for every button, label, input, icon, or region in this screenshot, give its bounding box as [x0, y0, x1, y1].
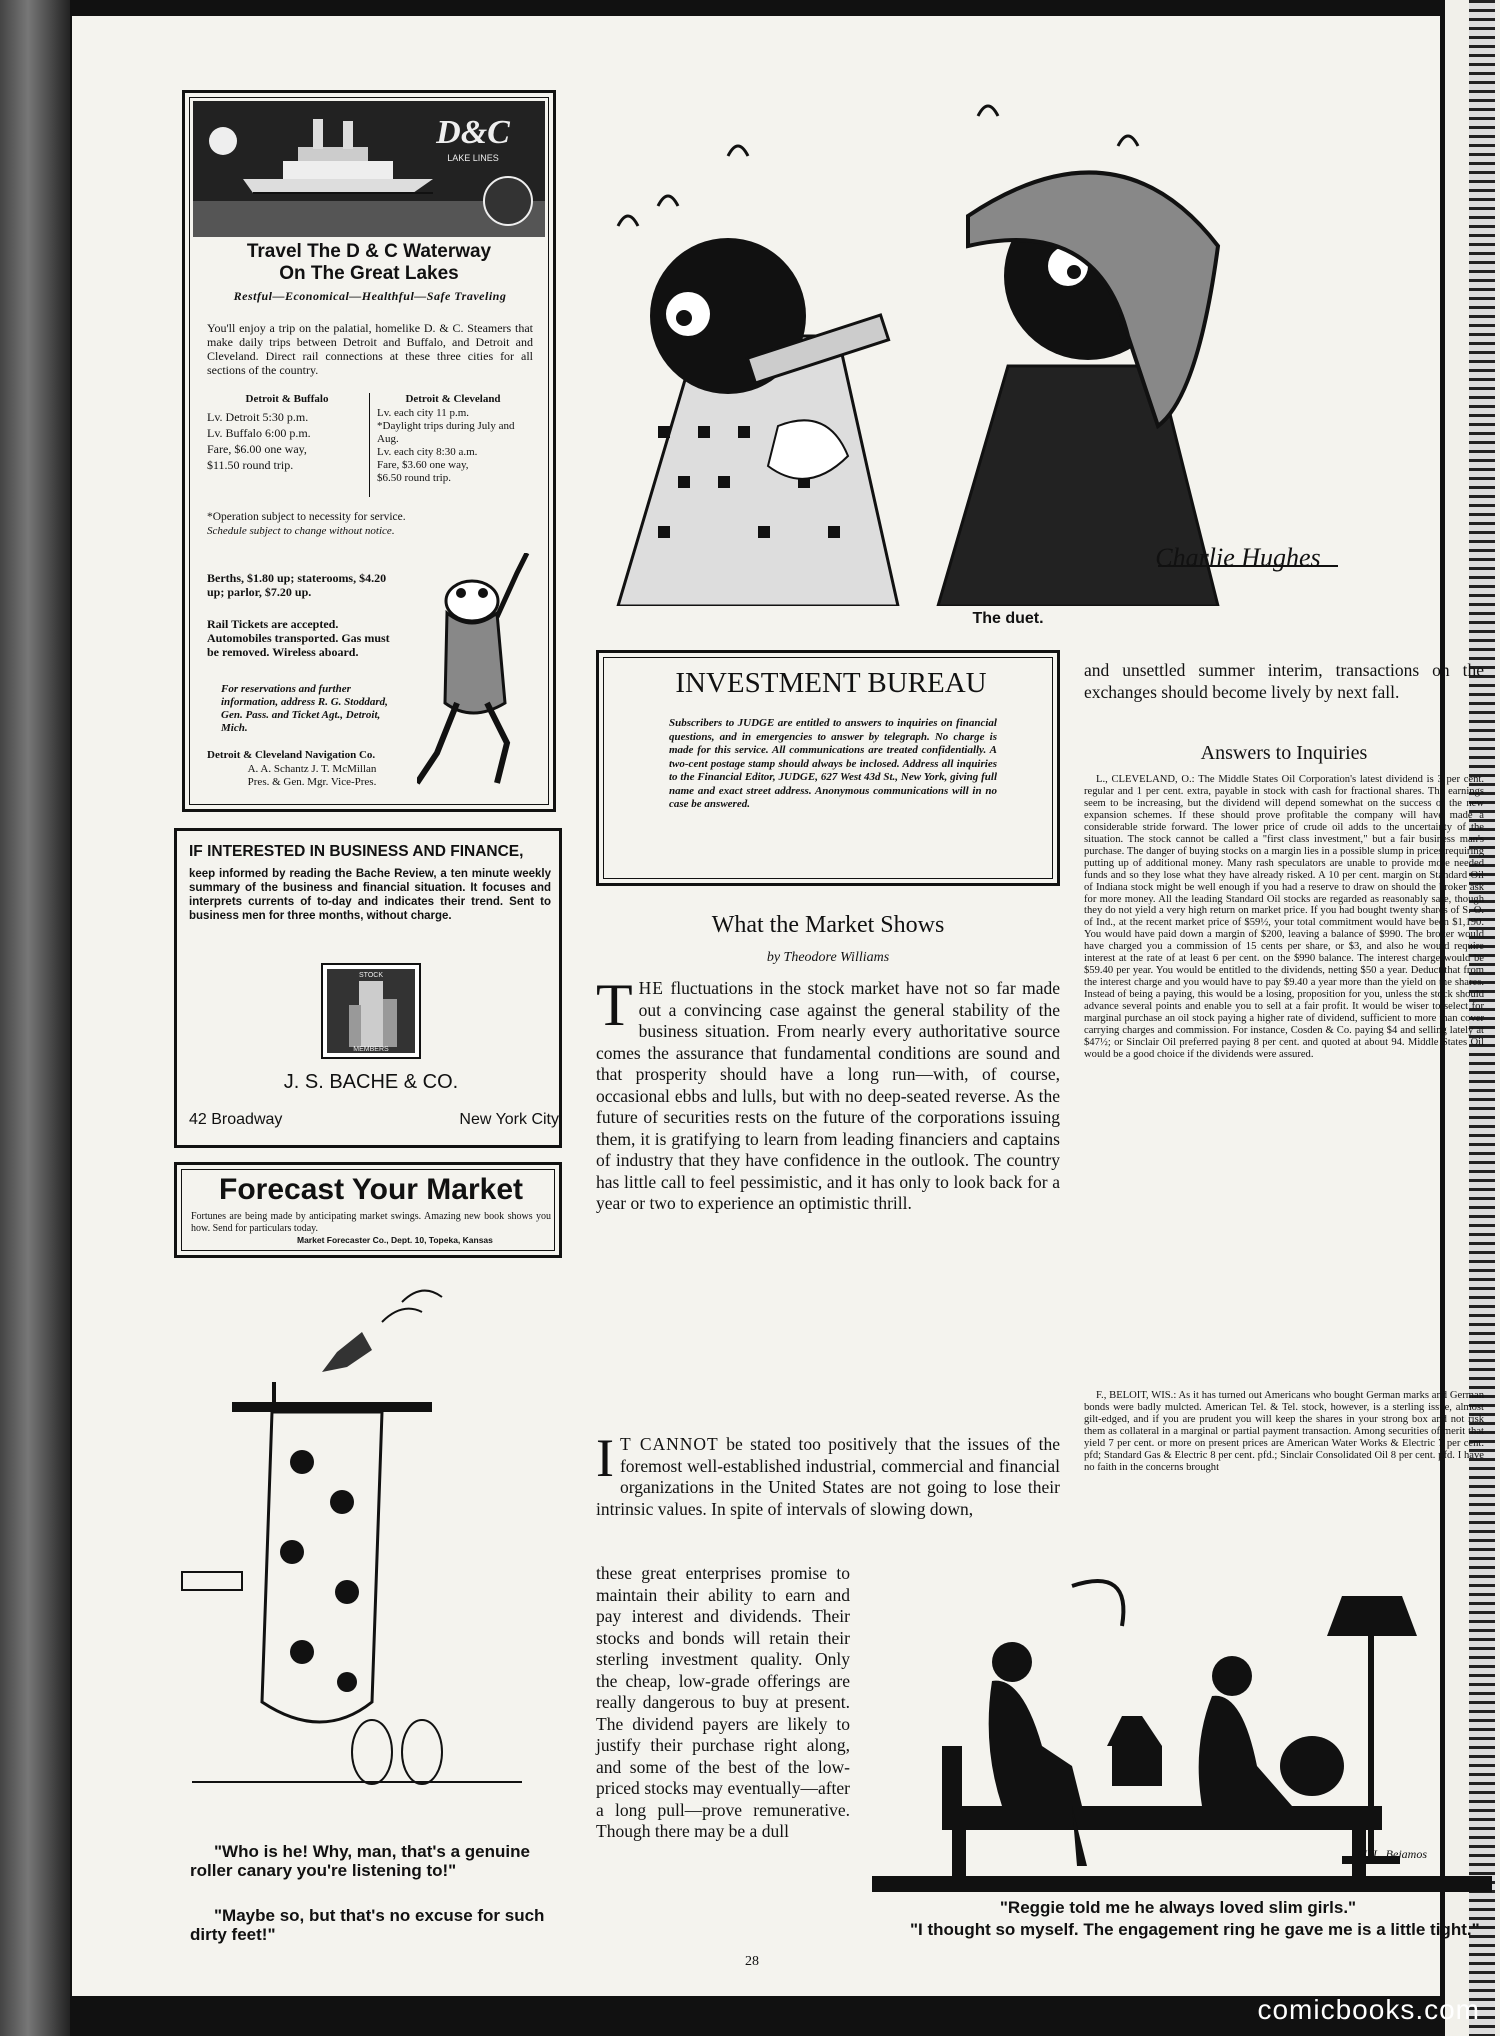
dc-operation-note: *Operation subject to necessity for service.: [207, 511, 406, 523]
bache-address: 42 Broadway: [189, 1111, 283, 1128]
dc-logo: D&C: [436, 114, 510, 151]
canary-cartoon-illustration: [172, 1272, 572, 1832]
dc-schedule-table: [207, 393, 533, 497]
drop-cap-i: I: [596, 1428, 614, 1488]
magazine-page: [72, 16, 1484, 1996]
duet-cartoon-illustration: [598, 96, 1398, 606]
stamp-top-text: STOCK: [359, 972, 383, 979]
duet-signature: Charlie Hughes: [1155, 543, 1321, 572]
answers-title: Answers to Inquiries: [1200, 742, 1368, 764]
paragraph-2-lead: T CANNOT: [619, 1434, 719, 1454]
dc-officers: A. A. Schantz J. T. McMillan Pres. & Gen. Mgr. Vice-Pres.: [247, 763, 377, 788]
lake-lines-label: LAKE LINES: [447, 153, 499, 163]
page-number: 28: [745, 1954, 759, 1969]
watermark: comicbooks.com: [1257, 1994, 1480, 2025]
detroit-cleveland-heading: Detroit & Cleveland: [405, 393, 501, 405]
dc-intro: You'll enjoy a trip on the palatial, homelike D. & C. Steamers that make daily trips between Detroit and Buffalo, and Detroit and Cleveland. Direct rail connections at these three cities for all sections of the country.: [207, 321, 533, 377]
canary-caption-2: "Maybe so, but that's no excuse for such dirty feet!": [190, 1906, 545, 1944]
bache-headline: IF INTERESTED IN BUSINESS AND FINANCE,: [189, 843, 524, 860]
steamer-illustration: [193, 101, 545, 237]
dc-berths: Berths, $1.80 up; staterooms, $4.20 up; parlor, $7.20 up.: [207, 571, 387, 599]
silhouette-caption-2: "I thought so myself. The engagement ring he gave me is a little tight.": [910, 1920, 1480, 1939]
answer-1: L., CLEVELAND, O.: The Middle States Oil Corporation's latest dividend is 3 per cent. regular and 1 per cent. extra, payable in stock with cash for fractional shares. The earnings seem to be increasing, but the dividend will depend somewhat on the success of the new expansion schemes. If these should prove profitable the company will have made a considerable stride forward. The lower price of crude oil adds to the uncertainty of the situation. The stock cannot be called a "first class investment," but a fair business man's purchase. The danger of buying stocks on a margin lies in a possible slump in prices requiring putting up of additional money. Many rash speculators are unable to provide more needed funds and so they lose what they have already risked. A 10 per cent. margin on Standard Oil of Indiana stock might be well enough if you had a reserve to draw on should the broker ask for more money. All the leading Standard Oil stocks are regarded as reasonably safe, though they do not yield a very high return on market price. If you had bought twenty shares of S. O. of Ind., at the recent market price of $59½, your total commitment would have been $1,190. You would have paid down a margin of $200, leaving a balance of $990. The broker would have charged you a commission of 15 cents per share, or $3, and also he would require interest at the rate of at least 6 per cent. on the $990 balance. The interest charge would be $59.40 per year. You would be entitled to the dividends, netting $50 a year. Deduct that from the interest charge and you would have to pay $9.40 a year more than the yield on the shares. Instead of being a paying, this would be a losing, proposition for you, unless the stock should advance several points and enable you to sell at a fair profit. It would be wiser to select for marginal purchase an oil stock paying a higher rate of dividend, sufficient to more than cover carrying charges and commission. For instance, Cosden & Co. paying $4 and selling lately at $47½; or Sinclair Oil preferred paying 8 per cent. and quoted at about 94. Middle States Oil would be a good choice if the dividends were assured.: [1084, 774, 1484, 1060]
forecast-ad: [174, 1162, 562, 1258]
dc-reservations: For reservations and further information, address R. G. Stoddard, Gen. Pass. and Ticket Agt., Detroit, Mich.: [221, 683, 388, 734]
dc-ad: [182, 90, 556, 812]
duet-caption: The duet.: [972, 610, 1044, 627]
article-byline: by Theodore Williams: [766, 950, 890, 965]
forecast-company: Market Forecaster Co., Dept. 10, Topeka, Kansas: [297, 1235, 493, 1245]
dc-schedule-note: Schedule subject to change without notice.: [207, 525, 395, 537]
drop-cap-t: T: [596, 972, 633, 1038]
dc-headline: Travel The D & C Waterway On The Great Lakes: [246, 241, 492, 284]
forecast-body: Fortunes are being made by anticipating market swings. Amazing new book shows you how. Send for particulars today.: [191, 1211, 551, 1234]
forecast-headline: Forecast Your Market: [219, 1173, 523, 1206]
silhouette-caption-1: "Reggie told me he always loved slim girls.": [999, 1898, 1357, 1917]
detroit-buffalo-heading: Detroit & Buffalo: [245, 393, 329, 405]
stamp-bottom-text: MEMBERS: [353, 1046, 389, 1053]
bache-ad: [174, 828, 562, 1148]
article-paragraph-2a: [596, 1428, 1060, 1520]
answer-2: F., BELOIT, WIS.: As it has turned out Americans who bought German marks and German bonds were badly mulcted. American Tel. & Tel. stock, however, is a sterling issue, almost gilt-edged, and if you are prudent you will keep the shares in your strong box and not risk them as collateral in a marginal or partial payment transaction. Among securities of merit that yield 7 per cent. or more on present prices are American Water Works & Electric 7 per cent. pfd; Standard Gas & Electric 8 per cent. pfd.; Sinclair Consolidated Oil 8 per cent. pfd. I have no faith in the concerns brought: [1084, 1390, 1484, 1473]
stock-exchange-stamp: [321, 963, 421, 1059]
bache-city: New York City: [459, 1111, 559, 1128]
investment-bureau-box: [596, 650, 1060, 886]
paragraph-2-text-a: be stated too positively that the issues of the foremost well-established industrial, commercial and financial organizations in the United States are not going to lose their intrinsic values. In spite of intervals of slowing down,: [596, 1434, 1060, 1519]
bache-body: keep informed by reading the Bache Review, a ten minute weekly summary of the business and financial situation. It focuses and interprets currents of to-day and indicates their trend. Sent to business men for three months, without charge.: [189, 868, 551, 922]
detroit-buffalo-times: Lv. Detroit 5:30 p.m. Lv. Buffalo 6:00 p.m. Fare, $6.00 one way, $11.50 round trip.: [207, 410, 311, 472]
canary-caption-1: "Who is he! Why, man, that's a genuine roller canary you're listening to!": [190, 1842, 530, 1880]
article-paragraph-2b: these great enterprises promise to maintain their ability to earn and pay interest and dividends. Their stocks and bonds will retain their sterling investment quality. Only the cheap, low-grade offerings are really dangerous to buy at present. The dividend payers are likely to justify their purchase right along, and some of the best of the low-priced stocks may eventually—after a long pull—prove remunerative. Though there may be a dull: [596, 1563, 850, 1841]
investment-bureau-body: Subscribers to JUDGE are entitled to answers to inquiries on financial questions, and in emergencies to answer by telegraph. No charge is made for this service. All communications are treated confidentially. A two-cent postage stamp should always be inclosed. Address all inquiries to the Financial Editor, JUDGE, 627 West 43d St., New York, giving full name and exact street address. Anonymous communications will in no case be answered.: [669, 717, 997, 810]
paragraph-1-text: fluctuations in the stock market have not so far made out a convincing case against the general stability of the business situation. From nearly every authoritative source comes the assurance that fundamental conditions are sound and that prosperity should have a long run—with, of course, occasional ebbs and lulls, but with no deep-seated reverse. As the future of securities rests on the future of the corporations issuing them, it is gratifying to learn from leading financiers and captains of industry that they have confidence in the outlook. The country has little call to feel pessimistic, and it has only to look back for a year or two to experience an optimistic thrill.: [596, 978, 1061, 1213]
page-spine: [0, 0, 70, 2036]
article-paragraph-1: [596, 972, 1061, 1215]
bache-company: J. S. BACHE & CO.: [283, 1071, 459, 1093]
article-title: What the Market Shows: [711, 912, 945, 938]
dc-tagline: Restful—Economical—Healthful—Safe Traveling: [233, 289, 507, 303]
silhouette-cartoon-illustration: [872, 1566, 1492, 1896]
paragraph-1-lead: HE: [638, 978, 664, 998]
dc-company: Detroit & Cleveland Navigation Co.: [207, 749, 376, 761]
article-continuation: and unsettled summer interim, transactions on the exchanges should become lively by next fall.: [1084, 660, 1484, 702]
frog-illustration: [417, 553, 537, 793]
detroit-cleveland-times: Lv. each city 11 p.m. *Daylight trips during July and Aug. Lv. each city 8:30 a.m. Fare, $3.60 one way, $6.50 round trip.: [377, 407, 515, 484]
dc-rail: Rail Tickets are accepted. Automobiles transported. Gas must be removed. Wireless aboard.: [207, 617, 390, 659]
silhouette-signature: M. L. Bejamos: [1357, 1847, 1427, 1861]
investment-bureau-title: INVESTMENT BUREAU: [675, 667, 987, 699]
